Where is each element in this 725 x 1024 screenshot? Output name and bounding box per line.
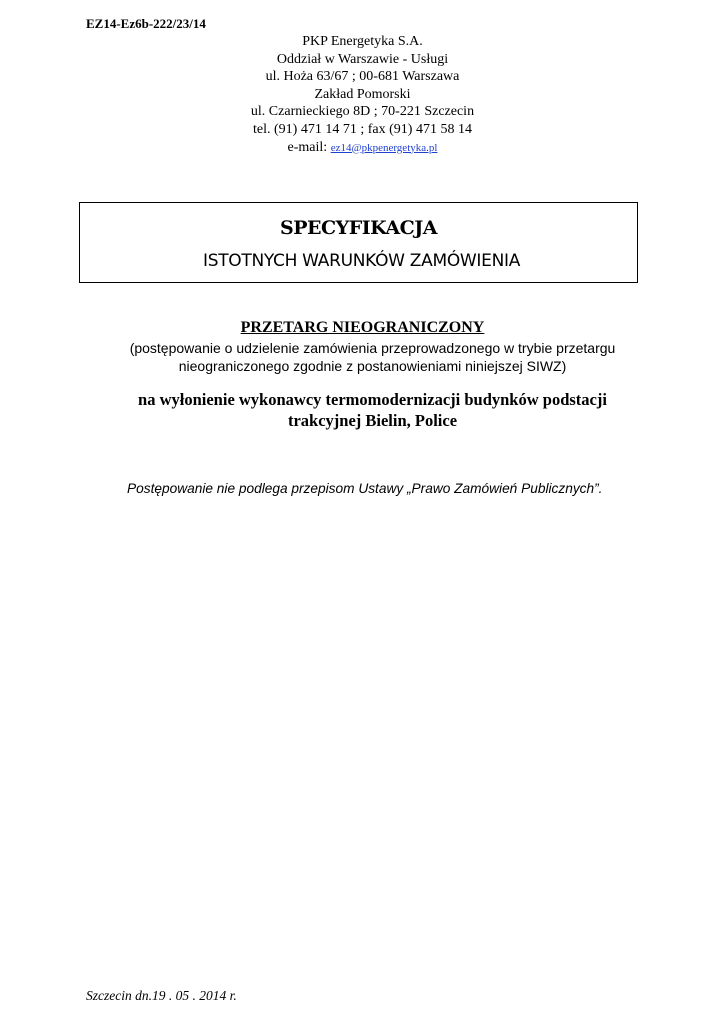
place-date: [86, 988, 237, 1004]
email-label: e-mail:: [287, 139, 331, 155]
document-date: 19 . 05 . 2014 r.: [151, 988, 237, 1003]
title-box: [79, 202, 638, 283]
email-link[interactable]: ez14@pkpenergetyka.pl: [330, 141, 438, 154]
document-subtitle: ISTOTNYCH WARUNKÓW ZAMÓWIENIA: [203, 251, 521, 271]
tender-note-line: nieograniczonego zgodnie z postanowieniami niniejszej SIWZ): [178, 358, 567, 374]
legal-notice: Postępowanie nie podlega przepisom Ustawy „Prawo Zamówień Publicznych”.: [127, 481, 603, 496]
tender-subject-line: na wyłonienie wykonawcy termomodernizacji budynków podstacji: [138, 390, 607, 409]
plant-address: ul. Czarnieckiego 8D ; 70-221 Szczecin: [250, 104, 475, 120]
tender-note-line: (postępowanie o udzielenie zamówienia przeprowadzonego w trybie przetargu: [129, 340, 616, 356]
company-name: PKP Energetyka S.A.: [302, 34, 423, 49]
document-reference-number: EZ14-Ez6b-222/23/14: [86, 16, 206, 31]
tender-subject: [0, 390, 725, 431]
document-title: SPECYFIKACJA: [280, 217, 437, 239]
phone-fax: tel. (91) 471 14 71 ; fax (91) 471 58 14: [253, 121, 472, 137]
tender-note: [0, 339, 725, 375]
email-line: [0, 139, 725, 158]
plant-name: Zakład Pomorski: [314, 86, 411, 102]
tender-subject-line: trakcyjnej Bielin, Police: [287, 410, 458, 430]
branch-name: Oddział w Warszawie - Usługi: [276, 51, 449, 67]
tender-type-heading: PRZETARG NIEOGRANICZONY: [240, 319, 485, 336]
company-header: [0, 33, 725, 157]
branch-address: ul. Hoża 63/67 ; 00-681 Warszawa: [265, 69, 460, 85]
place-prefix: Szczecin dn.: [86, 988, 152, 1003]
